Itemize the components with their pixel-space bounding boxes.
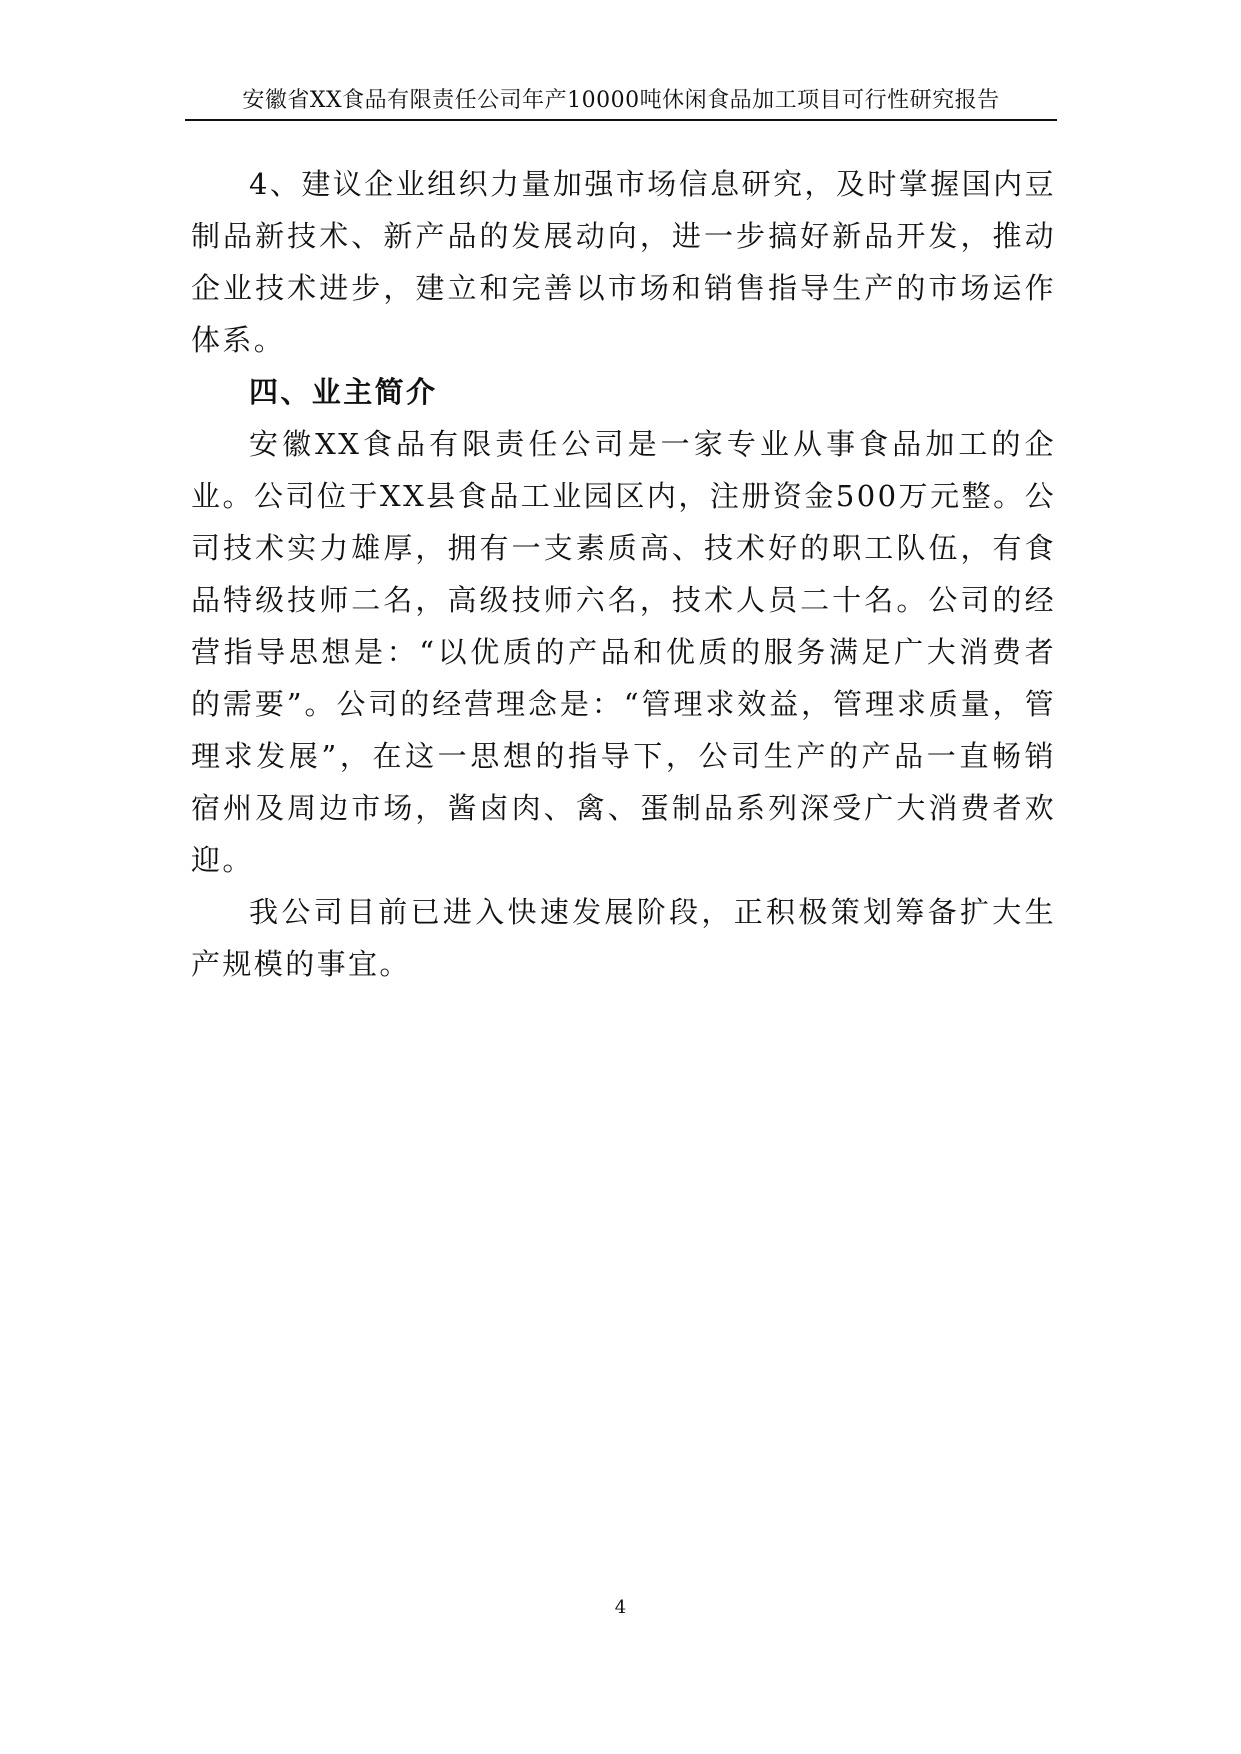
- page-header-title: 安徽省XX食品有限责任公司年产10000吨休闲食品加工项目可行性研究报告: [242, 88, 1000, 113]
- page-number: 4: [614, 1597, 627, 1618]
- section-heading-owner-profile: 四、业主简介: [249, 375, 438, 409]
- paragraph-recommendation-4: 4、建议企业组织力量加强市场信息研究，及时掌握国内豆制品新技术、新产品的发展动向，进一步搞好新品开发，推动企业技术进步，建立和完善以市场和销售指导生产的市场运作体系。: [191, 167, 1056, 357]
- header-divider: [185, 119, 1057, 121]
- paragraph-company-profile: 安徽XX食品有限责任公司是一家专业从事食品加工的企业。公司位于XX县食品工业园区内，注册资金500万元整。公司技术实力雄厚，拥有一支素质高、技术好的职工队伍，有食品特级技师二名，高级技师六名，技术人员二十名。公司的经营指导思想是：“以优质的产品和优质的服务满足广大消费者的需要”。公司的经营理念是：“管理求效益，管理求质量，管理求发展”，在这一思想的指导下，公司生产的产品一直畅销宿州及周边市场，酱卤肉、禽、蛋制品系列深受广大消费者欢迎。: [191, 427, 1056, 877]
- paragraph-expansion-plan: 我公司目前已进入快速发展阶段，正积极策划筹备扩大生产规模的事宜。: [191, 895, 1056, 981]
- document-body: [191, 158, 1056, 990]
